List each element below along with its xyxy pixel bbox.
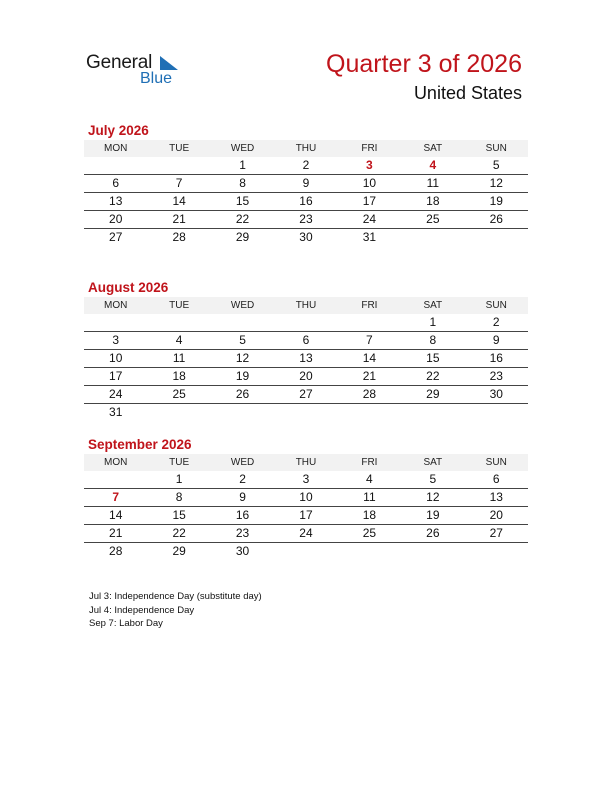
weekday-mon: MON: [104, 143, 128, 154]
day-cell: 8: [429, 333, 437, 347]
day-cell: [338, 314, 401, 331]
day-cell: 14: [362, 351, 377, 365]
day-cell: 13: [299, 351, 313, 365]
day-cell: 28: [109, 544, 123, 558]
day-cell: 24: [362, 212, 377, 226]
day-cell: 25: [426, 212, 440, 226]
page-title: Quarter 3 of 2026: [326, 50, 522, 78]
day-cell: 16: [299, 194, 313, 208]
day-cell: 16: [489, 351, 503, 365]
holiday-day-cell: 7: [112, 490, 120, 504]
week-row: [84, 404, 528, 421]
week-row: [84, 368, 528, 386]
day-cell: 25: [362, 526, 377, 540]
day-cell: [147, 314, 210, 331]
holiday-note: Sep 7: Labor Day: [89, 618, 163, 629]
week-row: [84, 193, 528, 211]
day-cell: 26: [235, 387, 250, 401]
weekday-thu: THU: [295, 300, 317, 311]
day-cell: [465, 229, 528, 246]
day-cell: 22: [235, 212, 250, 226]
day-cell: 6: [492, 472, 500, 486]
day-cell: 13: [109, 194, 123, 208]
day-cell: 10: [299, 490, 313, 504]
day-cell: 23: [235, 526, 250, 540]
weekday-tue: TUE: [169, 457, 190, 468]
weekday-wed: WED: [230, 143, 255, 154]
weekday-header: [84, 140, 528, 157]
day-cell: 27: [299, 387, 313, 401]
month-august: [84, 279, 528, 421]
month-grid: [84, 157, 528, 246]
day-cell: [401, 404, 464, 421]
day-cell: [338, 404, 401, 421]
day-cell: 1: [175, 472, 183, 486]
month-grid: [84, 471, 528, 560]
day-cell: 17: [109, 369, 123, 383]
weekday-thu: THU: [295, 143, 317, 154]
day-cell: 3: [302, 472, 310, 486]
weekday-mon: MON: [104, 300, 128, 311]
week-row: [84, 543, 528, 560]
week-row: [84, 314, 528, 332]
logo-general-text: General: [86, 52, 153, 73]
weekday-fri: FRI: [361, 300, 378, 311]
day-cell: 1: [429, 315, 437, 329]
month-september: [84, 436, 528, 560]
day-cell: 26: [426, 526, 440, 540]
day-cell: 18: [172, 369, 186, 383]
day-cell: 21: [109, 526, 123, 540]
day-cell: 2: [302, 158, 310, 172]
day-cell: 4: [175, 333, 183, 347]
day-cell: 2: [492, 315, 500, 329]
day-cell: [211, 404, 274, 421]
day-cell: 9: [492, 333, 500, 347]
day-cell: 20: [109, 212, 123, 226]
holiday-note: Jul 4: Independence Day: [89, 604, 195, 616]
day-cell: 31: [362, 230, 377, 244]
weekday-sat: SAT: [423, 143, 443, 154]
weekday-tue: TUE: [169, 300, 190, 311]
day-cell: 19: [489, 194, 503, 208]
day-cell: 31: [109, 405, 123, 419]
day-cell: 12: [235, 351, 250, 365]
day-cell: 20: [299, 369, 313, 383]
day-cell: 27: [489, 526, 503, 540]
country-name: United States: [413, 83, 522, 103]
day-cell: 3: [112, 333, 120, 347]
day-cell: 15: [235, 194, 250, 208]
day-cell: 30: [235, 544, 250, 558]
week-row: [84, 386, 528, 404]
day-cell: 27: [109, 230, 123, 244]
month-title: July 2026: [88, 123, 149, 138]
day-cell: 21: [172, 212, 186, 226]
weekday-wed: WED: [230, 457, 255, 468]
day-cell: [147, 404, 210, 421]
day-cell: [401, 229, 464, 246]
week-row: [84, 332, 528, 350]
month-grid: [84, 314, 528, 421]
day-cell: 14: [172, 194, 186, 208]
day-cell: 30: [489, 387, 503, 401]
day-cell: 28: [362, 387, 377, 401]
day-cell: 6: [112, 176, 120, 190]
weekday-sun: SUN: [485, 300, 507, 311]
day-cell: 5: [429, 472, 437, 486]
day-cell: 24: [109, 387, 123, 401]
day-cell: 11: [426, 176, 440, 190]
holiday-note: Jul 3: Independence Day (substitute day): [89, 591, 262, 602]
weekday-header: [84, 297, 528, 314]
week-row: [84, 471, 528, 489]
day-cell: 15: [426, 351, 440, 365]
weekday-sun: SUN: [485, 457, 507, 468]
day-cell: 26: [489, 212, 503, 226]
day-cell: 5: [492, 158, 500, 172]
day-cell: 23: [489, 369, 503, 383]
day-cell: [465, 404, 528, 421]
weekday-mon: MON: [104, 457, 128, 468]
month-july: [84, 122, 528, 246]
weekday-fri: FRI: [361, 457, 378, 468]
day-cell: 29: [235, 230, 250, 244]
generalblue-logo: [86, 52, 186, 88]
logo-blue-text: Blue: [140, 70, 173, 87]
day-cell: 25: [172, 387, 186, 401]
day-cell: 2: [239, 472, 246, 486]
day-cell: 12: [489, 176, 503, 190]
day-cell: [274, 314, 337, 331]
day-cell: 22: [172, 526, 186, 540]
weekday-sat: SAT: [423, 457, 443, 468]
logo-triangle-icon: [158, 56, 178, 70]
day-cell: 18: [362, 508, 377, 522]
day-cell: 30: [299, 230, 313, 244]
weekday-sat: SAT: [423, 300, 443, 311]
day-cell: 1: [239, 158, 246, 172]
day-cell: 28: [172, 230, 186, 244]
day-cell: [147, 157, 210, 174]
day-cell: 10: [109, 351, 123, 365]
day-cell: 8: [239, 176, 246, 190]
day-cell: 14: [109, 508, 123, 522]
holiday-day-cell: 4: [429, 158, 437, 172]
week-row: [84, 507, 528, 525]
day-cell: 29: [172, 544, 186, 558]
day-cell: 17: [362, 194, 377, 208]
day-cell: 7: [175, 176, 183, 190]
week-row: [84, 350, 528, 368]
month-title: August 2026: [88, 280, 169, 295]
day-cell: [211, 314, 274, 331]
day-cell: 20: [489, 508, 503, 522]
day-cell: 18: [426, 194, 440, 208]
weekday-tue: TUE: [169, 143, 190, 154]
weekday-thu: THU: [295, 457, 317, 468]
day-cell: 22: [426, 369, 440, 383]
holiday-day-cell: 3: [366, 158, 373, 172]
day-cell: 15: [172, 508, 186, 522]
day-cell: 11: [172, 351, 186, 365]
day-cell: 4: [366, 472, 373, 486]
day-cell: [84, 314, 147, 331]
day-cell: 13: [489, 490, 503, 504]
week-row: [84, 525, 528, 543]
day-cell: 29: [426, 387, 440, 401]
day-cell: [274, 404, 337, 421]
week-row: [84, 489, 528, 507]
day-cell: [401, 543, 464, 560]
day-cell: [84, 157, 147, 174]
day-cell: [84, 471, 147, 488]
day-cell: [274, 543, 337, 560]
month-title: September 2026: [88, 437, 192, 452]
day-cell: 23: [299, 212, 313, 226]
day-cell: 8: [175, 490, 183, 504]
week-row: [84, 175, 528, 193]
week-row: [84, 157, 528, 175]
week-row: [84, 211, 528, 229]
weekday-fri: FRI: [361, 143, 378, 154]
day-cell: 11: [363, 490, 376, 504]
day-cell: 21: [362, 369, 377, 383]
day-cell: 7: [366, 333, 373, 347]
day-cell: [465, 543, 528, 560]
holiday-notes: [89, 590, 262, 631]
day-cell: 24: [299, 526, 313, 540]
day-cell: 9: [239, 490, 246, 504]
day-cell: 12: [426, 490, 440, 504]
day-cell: 9: [302, 176, 310, 190]
weekday-sun: SUN: [485, 143, 507, 154]
week-row: [84, 229, 528, 246]
weekday-wed: WED: [230, 300, 255, 311]
day-cell: 19: [235, 369, 250, 383]
day-cell: 17: [299, 508, 313, 522]
day-cell: 10: [362, 176, 377, 190]
weekday-header: [84, 454, 528, 471]
day-cell: 16: [235, 508, 250, 522]
day-cell: 5: [239, 333, 246, 347]
day-cell: [338, 543, 401, 560]
day-cell: 6: [302, 333, 310, 347]
day-cell: 19: [426, 508, 440, 522]
